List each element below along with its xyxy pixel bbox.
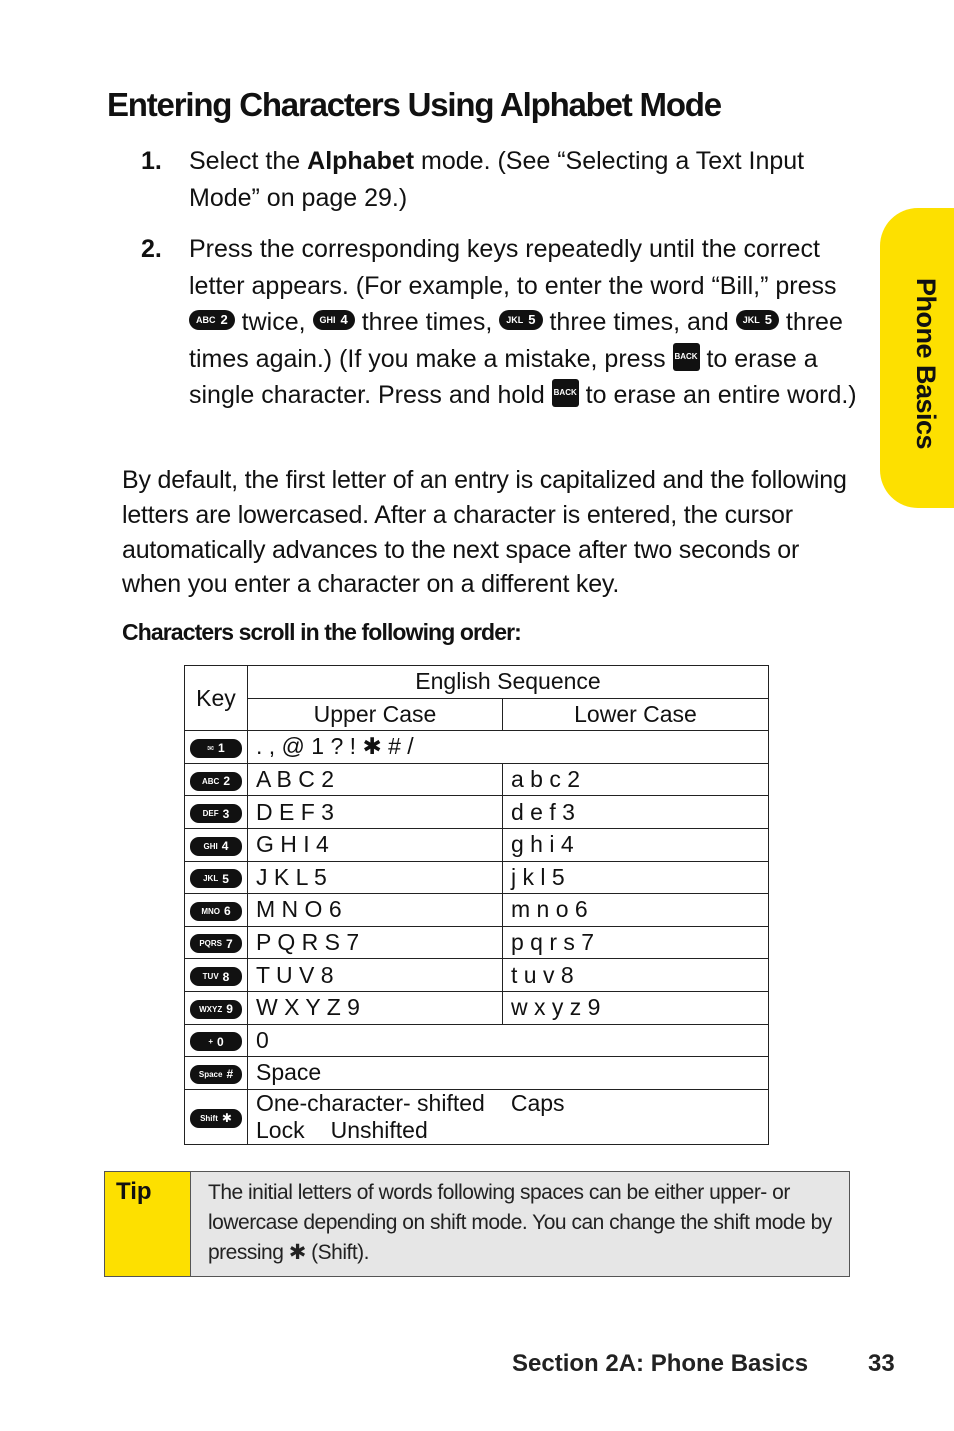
table-row bbox=[185, 991, 769, 1024]
upper-case-cell: P Q R S 7 bbox=[248, 926, 503, 959]
key-letters: GHI bbox=[319, 315, 336, 326]
key-1-icon bbox=[190, 739, 242, 758]
step-text-part: three times, bbox=[354, 308, 500, 336]
lower-case-cell: m n o 6 bbox=[503, 894, 769, 927]
key-letters: JKL bbox=[506, 315, 524, 326]
upper-case-cell: D E F 3 bbox=[248, 796, 503, 829]
lower-case-cell: t u v 8 bbox=[503, 959, 769, 992]
key-abc2-icon bbox=[189, 310, 235, 330]
step-text bbox=[189, 143, 859, 216]
tip-label-box bbox=[105, 1172, 191, 1276]
key-8-icon bbox=[190, 967, 242, 986]
page-number: 33 bbox=[868, 1350, 895, 1377]
key-digit: 4 bbox=[340, 312, 348, 328]
key-2-icon bbox=[190, 772, 242, 791]
key-letters: Shift bbox=[200, 1113, 218, 1123]
character-table bbox=[184, 665, 769, 1145]
step-text-part: Press the corresponding keys repeatedly until the correct letter appears. (For example, to enter the word “Bill,” press bbox=[189, 235, 837, 300]
key-0-icon bbox=[190, 1032, 242, 1051]
step-text-part: three times, and bbox=[542, 308, 736, 336]
sequence-cell: 0 bbox=[248, 1024, 769, 1057]
step-text-part: three times again.) (If you make a mistake, press bbox=[189, 308, 843, 373]
table-row bbox=[185, 1024, 769, 1057]
key-digit: 2 bbox=[223, 774, 231, 788]
shift-mode-caps-lock: Caps Lock bbox=[256, 1089, 565, 1143]
step-text-part: to erase an entire word.) bbox=[578, 381, 857, 409]
key-digit: 1 bbox=[218, 741, 225, 756]
upper-case-cell: T U V 8 bbox=[248, 959, 503, 992]
tip-text-part: (Shift). bbox=[305, 1241, 370, 1264]
tip-box bbox=[104, 1171, 850, 1277]
key-letters: JKL bbox=[203, 874, 219, 884]
key-4-icon bbox=[190, 837, 242, 856]
key-digit: 9 bbox=[226, 1002, 233, 1017]
alphabet-mode-label: Alphabet bbox=[307, 147, 415, 175]
step-text-part: mode. (See “Selecting a Text Input Mode” on page 29.) bbox=[189, 147, 805, 212]
sequence-cell: . , @ 1 ? ! ✱ # / bbox=[248, 731, 769, 764]
table-row bbox=[185, 828, 769, 861]
upper-case-cell: A B C 2 bbox=[248, 763, 503, 796]
shift-sequence-cell bbox=[248, 1089, 769, 1144]
key-digit: 8 bbox=[222, 969, 230, 984]
key-letters: JKL bbox=[742, 315, 760, 326]
tip-text-part: The initial letters of words following spaces can be either upper- or lowercase depending on shift mode. You can change the shift mode by pressing bbox=[208, 1181, 832, 1264]
table-row bbox=[185, 1057, 769, 1090]
lower-case-cell: p q r s 7 bbox=[503, 926, 769, 959]
plus-icon: + bbox=[208, 1037, 213, 1047]
table-row bbox=[185, 1089, 769, 1144]
header-key: Key bbox=[185, 666, 248, 731]
step-text-part: twice, bbox=[234, 308, 313, 336]
header-english-sequence: English Sequence bbox=[248, 666, 769, 699]
key-letters: DEF bbox=[202, 809, 219, 819]
lower-case-cell: d e f 3 bbox=[503, 796, 769, 829]
key-digit: 4 bbox=[221, 839, 229, 854]
key-digit: 5 bbox=[764, 312, 772, 328]
key-digit: 3 bbox=[222, 806, 230, 821]
step-text-part: Select the bbox=[189, 147, 308, 175]
key-letters: WXYZ bbox=[199, 1004, 223, 1014]
header-lower-case: Lower Case bbox=[503, 698, 769, 731]
key-5-icon bbox=[190, 869, 242, 888]
star-icon: ✱ bbox=[221, 1111, 232, 1126]
table-row bbox=[185, 861, 769, 894]
side-tab-label: Phone Basics bbox=[911, 278, 941, 450]
key-6-icon bbox=[190, 902, 242, 921]
footer-section-title: Section 2A: Phone Basics bbox=[512, 1350, 809, 1377]
key-letters: GHI bbox=[203, 841, 218, 851]
key-digit: 7 bbox=[225, 936, 233, 951]
key-digit: 5 bbox=[222, 871, 229, 886]
step-number: 1. bbox=[141, 147, 162, 175]
lower-case-cell: j k l 5 bbox=[503, 861, 769, 894]
upper-case-cell: J K L 5 bbox=[248, 861, 503, 894]
table-row bbox=[185, 894, 769, 927]
upper-case-cell: W X Y Z 9 bbox=[248, 991, 503, 1024]
header-upper-case: Upper Case bbox=[248, 698, 503, 731]
section-side-tab bbox=[880, 208, 954, 508]
upper-case-cell: G H I 4 bbox=[248, 828, 503, 861]
table-row bbox=[185, 763, 769, 796]
key-letters: Space bbox=[198, 1069, 223, 1079]
lower-case-cell: a b c 2 bbox=[503, 763, 769, 796]
envelope-icon: ✉ bbox=[207, 743, 214, 753]
star-icon: ✱ bbox=[288, 1241, 306, 1264]
sequence-cell: Space bbox=[248, 1057, 769, 1090]
key-digit: 2 bbox=[220, 312, 228, 328]
table-row bbox=[185, 731, 769, 764]
key-digit: 6 bbox=[223, 904, 231, 919]
upper-case-cell: M N O 6 bbox=[248, 894, 503, 927]
back-key-icon: BACK bbox=[552, 379, 579, 407]
body-paragraph: By default, the first letter of an entry is capitalized and the following letters are lowercased. After a character is entered, the cursor automatically advances to the next space after two seconds or when you enter a character on a different key. bbox=[122, 466, 847, 599]
lower-case-cell: w x y z 9 bbox=[503, 991, 769, 1024]
key-letters: ABC bbox=[196, 315, 216, 326]
table-row bbox=[185, 796, 769, 829]
page-title: Entering Characters Using Alphabet Mode bbox=[107, 86, 721, 123]
lower-case-cell: g h i 4 bbox=[503, 828, 769, 861]
key-9-icon bbox=[190, 1000, 242, 1019]
key-letters: ABC bbox=[201, 776, 220, 786]
key-3-icon bbox=[190, 804, 242, 823]
key-letters: MNO bbox=[201, 906, 220, 916]
key-space-icon bbox=[190, 1065, 242, 1084]
key-jkl5-icon bbox=[499, 310, 542, 330]
table-heading: Characters scroll in the following order: bbox=[122, 619, 521, 645]
key-jkl5-icon bbox=[736, 310, 779, 330]
key-7-icon bbox=[190, 934, 242, 953]
table-row bbox=[185, 926, 769, 959]
key-shift-icon bbox=[190, 1109, 242, 1128]
step-text bbox=[189, 231, 859, 414]
pound-icon: # bbox=[226, 1067, 234, 1082]
key-letters: TUV bbox=[202, 972, 219, 982]
key-ghi4-icon bbox=[313, 310, 355, 330]
key-letters: PQRS bbox=[199, 939, 222, 949]
shift-mode-unshifted: Unshifted bbox=[330, 1116, 428, 1143]
tip-label: Tip bbox=[116, 1178, 152, 1205]
shift-mode-one-character: One-character- shifted bbox=[256, 1089, 485, 1116]
table-row bbox=[185, 959, 769, 992]
key-digit: 5 bbox=[528, 312, 536, 328]
key-digit: 0 bbox=[216, 1034, 224, 1049]
step-text-part: to erase a single character. Press and hold bbox=[189, 344, 818, 409]
back-key-icon: BACK bbox=[673, 343, 700, 371]
tip-text bbox=[208, 1178, 838, 1268]
step-number: 2. bbox=[141, 235, 162, 263]
